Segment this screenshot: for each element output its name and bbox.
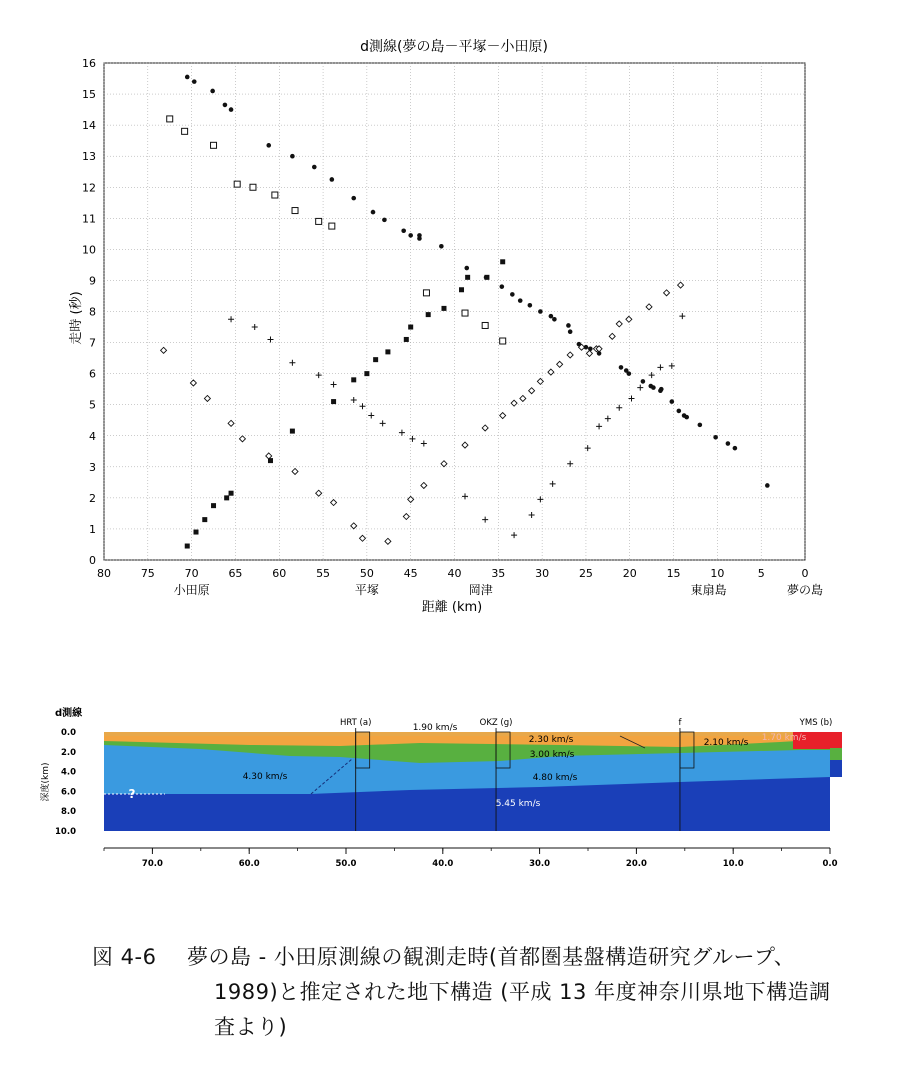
data-point-plus bbox=[669, 363, 675, 369]
data-point-circle bbox=[210, 89, 215, 94]
data-point-diamond bbox=[161, 347, 167, 353]
data-point-filled-square bbox=[426, 312, 431, 317]
data-point-circle bbox=[290, 154, 295, 159]
data-point-open-square bbox=[234, 181, 240, 187]
station-label: 東扇島 bbox=[690, 583, 727, 597]
data-point-plus bbox=[399, 430, 405, 436]
data-point-filled-square bbox=[331, 399, 336, 404]
data-point-filled-square bbox=[224, 495, 229, 500]
distance-tick-label: 40.0 bbox=[432, 859, 454, 869]
velocity-label: 2.10 km/s bbox=[703, 738, 749, 748]
x-tick-labels bbox=[97, 567, 809, 580]
station-label: 岡津 bbox=[468, 583, 493, 597]
data-point-plus bbox=[529, 512, 535, 518]
data-point-open-square bbox=[482, 322, 488, 328]
data-point-open-square bbox=[423, 290, 429, 296]
data-point-filled-square bbox=[290, 429, 295, 434]
data-point-circle bbox=[185, 75, 190, 80]
data-point-diamond bbox=[586, 350, 592, 356]
data-point-circle bbox=[510, 292, 515, 297]
data-point-diamond bbox=[664, 290, 670, 296]
data-point-open-square bbox=[167, 116, 173, 122]
cross-section-chart bbox=[0, 690, 904, 910]
velocity-label: 4.80 km/s bbox=[532, 773, 578, 783]
data-point-filled-square bbox=[408, 325, 413, 330]
data-point-circle bbox=[549, 314, 554, 319]
y-tick-label: 2 bbox=[89, 491, 96, 505]
data-point-filled-square bbox=[373, 357, 378, 362]
data-point-diamond bbox=[482, 425, 488, 431]
velocity-label: 1.70 km/s bbox=[761, 733, 807, 743]
data-point-diamond bbox=[385, 538, 391, 544]
y-tick-label: 15 bbox=[82, 88, 96, 102]
data-point-plus bbox=[537, 496, 543, 502]
data-point-circle bbox=[417, 233, 422, 238]
depth-tick-label: 10.0 bbox=[55, 827, 76, 837]
data-point-plus bbox=[252, 324, 258, 330]
y-tick-label: 6 bbox=[89, 367, 96, 381]
data-point-circle bbox=[659, 387, 664, 392]
data-point-circle bbox=[670, 399, 675, 404]
x-tick-label: 75 bbox=[140, 567, 155, 580]
station-label: 平塚 bbox=[354, 583, 379, 597]
data-point-plus bbox=[596, 423, 602, 429]
x-tick-label: 10 bbox=[710, 567, 725, 580]
chart-title: d測線(夢の島－平塚－小田原) bbox=[360, 39, 548, 55]
data-point-circle bbox=[641, 379, 646, 384]
distance-tick-label: 50.0 bbox=[335, 859, 357, 869]
x-tick-label: 30 bbox=[535, 567, 550, 580]
data-point-circle bbox=[439, 244, 444, 249]
x-tick-label: 80 bbox=[97, 567, 111, 580]
depth-tick-labels bbox=[55, 728, 76, 837]
caption-number: 図 4-6 bbox=[92, 945, 157, 969]
y-tick-label: 0 bbox=[89, 554, 96, 567]
velocity-label: 4.30 km/s bbox=[242, 772, 288, 782]
data-point-diamond bbox=[351, 523, 357, 529]
station-name: f bbox=[678, 718, 682, 728]
data-point-diamond bbox=[239, 436, 245, 442]
data-point-diamond bbox=[331, 500, 337, 506]
x-tick-label: 5 bbox=[757, 567, 765, 580]
data-point-plus bbox=[351, 397, 357, 403]
distance-tick-label: 60.0 bbox=[238, 859, 260, 869]
data-point-plus bbox=[657, 364, 663, 370]
y-tick-label: 4 bbox=[89, 429, 96, 443]
data-point-open-square bbox=[250, 184, 256, 190]
data-point-circle bbox=[266, 143, 271, 148]
data-point-plus bbox=[267, 336, 273, 342]
data-point-filled-square bbox=[194, 530, 199, 535]
data-point-diamond bbox=[316, 490, 322, 496]
data-point-circle bbox=[552, 317, 557, 322]
data-point-plus bbox=[228, 316, 234, 322]
y-tick-labels bbox=[82, 57, 96, 567]
station-name: HRT (a) bbox=[339, 718, 372, 728]
x-tick-label: 15 bbox=[666, 567, 681, 580]
data-point-diamond bbox=[441, 461, 447, 467]
data-point-plus bbox=[585, 445, 591, 451]
data-point-filled-square bbox=[385, 349, 390, 354]
data-point-diamond bbox=[359, 535, 365, 541]
data-point-plus bbox=[359, 403, 365, 409]
distance-tick-labels bbox=[104, 848, 838, 869]
y-tick-label: 9 bbox=[89, 274, 96, 288]
depth-tick-label: 8.0 bbox=[60, 807, 76, 818]
station-name: YMS (b) bbox=[799, 718, 833, 728]
distance-tick-label: 70.0 bbox=[141, 859, 163, 869]
data-point-circle bbox=[538, 309, 543, 314]
y-tick-label: 7 bbox=[89, 336, 96, 350]
data-point-plus bbox=[380, 420, 386, 426]
data-point-circle bbox=[713, 435, 718, 440]
data-point-filled-square bbox=[441, 306, 446, 311]
data-point-circle bbox=[528, 303, 533, 308]
data-point-plus bbox=[511, 532, 517, 538]
data-point-plus bbox=[616, 405, 622, 411]
data-point-plus bbox=[482, 517, 488, 523]
data-point-circle bbox=[518, 298, 523, 303]
data-point-filled-square bbox=[229, 491, 234, 496]
data-point-diamond bbox=[557, 361, 563, 367]
x-tick-label: 70 bbox=[184, 567, 199, 580]
data-point-diamond bbox=[626, 316, 632, 322]
data-point-open-square bbox=[182, 128, 188, 134]
data-point-plus bbox=[679, 313, 685, 319]
caption-line-2: 1989)と推定された地下構造 (平成 13 年度神奈川県地下構造調 bbox=[214, 980, 831, 1004]
depth-tick-label: 4.0 bbox=[60, 767, 76, 778]
data-point-diamond bbox=[616, 321, 622, 327]
data-point-open-square bbox=[500, 338, 506, 344]
data-point-circle bbox=[651, 385, 656, 390]
x-tick-label: 35 bbox=[491, 567, 506, 580]
data-point-diamond bbox=[537, 378, 543, 384]
data-point-circle bbox=[464, 266, 469, 271]
y-tick-label: 11 bbox=[82, 212, 96, 226]
x-tick-label: 55 bbox=[316, 567, 331, 580]
data-point-diamond bbox=[529, 388, 535, 394]
data-point-open-square bbox=[462, 310, 468, 316]
data-point-circle bbox=[566, 323, 571, 328]
data-point-diamond bbox=[266, 453, 272, 459]
x-tick-label: 65 bbox=[228, 567, 243, 580]
station-labels bbox=[174, 582, 823, 597]
data-point-plus bbox=[421, 441, 427, 447]
x-tick-label: 50 bbox=[359, 567, 374, 580]
data-point-filled-square bbox=[351, 377, 356, 382]
data-point-open-square bbox=[329, 223, 335, 229]
depth-tick-label: 2.0 bbox=[60, 747, 76, 758]
data-point-circle bbox=[351, 196, 356, 201]
data-point-plus bbox=[567, 461, 573, 467]
data-point-circle bbox=[500, 284, 505, 289]
data-point-plus bbox=[289, 360, 295, 366]
data-point-filled-square bbox=[404, 337, 409, 342]
data-point-filled-square bbox=[202, 517, 207, 522]
data-point-plus bbox=[331, 381, 337, 387]
y-tick-label: 8 bbox=[89, 305, 96, 319]
x-tick-label: 25 bbox=[578, 567, 593, 580]
data-point-open-square bbox=[316, 218, 322, 224]
data-point-diamond bbox=[678, 282, 684, 288]
data-point-diamond bbox=[190, 380, 196, 386]
y-tick-label: 16 bbox=[82, 57, 96, 70]
data-point-filled-square bbox=[484, 275, 489, 280]
data-point-open-square bbox=[211, 142, 217, 148]
data-point-circle bbox=[408, 233, 413, 238]
data-point-diamond bbox=[500, 413, 506, 419]
distance-tick-label: 20.0 bbox=[625, 859, 647, 869]
y-tick-label: 10 bbox=[82, 243, 96, 257]
velocity-label: 3.00 km/s bbox=[529, 750, 575, 760]
data-point-filled-square bbox=[465, 275, 470, 280]
data-point-circle bbox=[223, 103, 228, 108]
yms-column-blue bbox=[830, 760, 842, 777]
unknown-marker: ? bbox=[128, 787, 136, 801]
caption-line-3: 査より) bbox=[214, 1015, 288, 1039]
data-point-circle bbox=[192, 79, 197, 84]
data-point-circle bbox=[698, 423, 703, 428]
distance-axis bbox=[104, 848, 838, 869]
data-point-diamond bbox=[646, 304, 652, 310]
data-point-diamond bbox=[421, 482, 427, 488]
data-point-plus bbox=[629, 395, 635, 401]
depth-tick-label: 0.0 bbox=[60, 728, 76, 738]
layer-1-90 bbox=[104, 732, 830, 736]
data-point-circle bbox=[312, 165, 317, 170]
data-point-diamond bbox=[567, 352, 573, 358]
data-point-open-square bbox=[292, 208, 298, 214]
data-point-diamond bbox=[462, 442, 468, 448]
y-tick-label: 12 bbox=[82, 181, 96, 195]
velocity-label: 1.90 km/s bbox=[412, 723, 458, 733]
data-point-circle bbox=[765, 483, 770, 488]
distance-tick-label: 0.0 bbox=[822, 859, 838, 869]
data-point-circle bbox=[371, 210, 376, 215]
depth-tick-label: 6.0 bbox=[60, 787, 76, 798]
data-point-filled-square bbox=[364, 371, 369, 376]
station-label: 夢の島 bbox=[786, 583, 824, 597]
data-point-circle bbox=[733, 446, 738, 451]
yms-column-green bbox=[830, 748, 842, 760]
station-name: OKZ (g) bbox=[479, 718, 513, 728]
data-point-plus bbox=[605, 416, 611, 422]
y-tick-label: 14 bbox=[82, 119, 96, 133]
data-point-diamond bbox=[228, 420, 234, 426]
data-point-circle bbox=[677, 409, 682, 414]
distance-tick-label: 10.0 bbox=[722, 859, 744, 869]
data-point-plus bbox=[368, 413, 374, 419]
x-tick-label: 60 bbox=[272, 567, 287, 580]
data-point-diamond bbox=[204, 395, 210, 401]
cross-section-title: d測線 bbox=[55, 708, 83, 719]
data-point-plus bbox=[462, 493, 468, 499]
x-tick-label: 40 bbox=[447, 567, 462, 580]
data-point-plus bbox=[550, 481, 556, 487]
depth-axis-label: 深度(km) bbox=[41, 762, 51, 802]
data-point-plus bbox=[409, 436, 415, 442]
data-point-diamond bbox=[403, 514, 409, 520]
data-point-circle bbox=[229, 107, 234, 112]
data-point-plus bbox=[316, 372, 322, 378]
x-tick-label: 20 bbox=[622, 567, 637, 580]
data-point-circle bbox=[627, 371, 632, 376]
data-point-circle bbox=[726, 441, 731, 446]
data-point-diamond bbox=[609, 333, 615, 339]
figure-caption bbox=[92, 940, 852, 1045]
x-tick-label: 0 bbox=[801, 567, 809, 580]
data-point-circle bbox=[382, 218, 387, 223]
y-tick-label: 13 bbox=[82, 150, 96, 164]
data-point-circle bbox=[619, 365, 624, 370]
x-axis-label: 距離 (km) bbox=[421, 600, 483, 615]
caption-line-1 bbox=[92, 940, 852, 975]
velocity-label: 2.30 km/s bbox=[528, 735, 574, 745]
yms-column-red bbox=[830, 732, 842, 748]
data-point-open-square bbox=[272, 192, 278, 198]
data-point-circle bbox=[588, 346, 593, 351]
data-point-filled-square bbox=[185, 544, 190, 549]
y-tick-label: 1 bbox=[89, 522, 96, 536]
y-axis-label: 走時 (秒) bbox=[69, 291, 84, 345]
velocity-label: 5.45 km/s bbox=[495, 799, 541, 809]
y-tick-label: 3 bbox=[89, 460, 96, 474]
data-point-filled-square bbox=[211, 503, 216, 508]
caption-text-1: 夢の島 - 小田原測線の観測走時(首都圏基盤構造研究グループ、 bbox=[187, 945, 796, 969]
data-point-filled-square bbox=[459, 287, 464, 292]
data-point-diamond bbox=[548, 369, 554, 375]
data-point-diamond bbox=[408, 496, 414, 502]
data-point-diamond bbox=[511, 400, 517, 406]
data-point-plus bbox=[649, 372, 655, 378]
data-point-circle bbox=[684, 415, 689, 420]
grid bbox=[104, 63, 805, 560]
data-point-diamond bbox=[520, 395, 526, 401]
data-point-circle bbox=[330, 177, 335, 182]
data-point-plus bbox=[637, 385, 643, 391]
data-point-circle bbox=[568, 329, 573, 334]
data-point-diamond bbox=[292, 468, 298, 474]
data-point-filled-square bbox=[500, 259, 505, 264]
station-label: 小田原 bbox=[173, 583, 210, 597]
distance-tick-label: 30.0 bbox=[529, 859, 551, 869]
x-tick-label: 45 bbox=[403, 567, 418, 580]
data-point-circle bbox=[401, 228, 406, 233]
y-tick-label: 5 bbox=[89, 398, 96, 412]
